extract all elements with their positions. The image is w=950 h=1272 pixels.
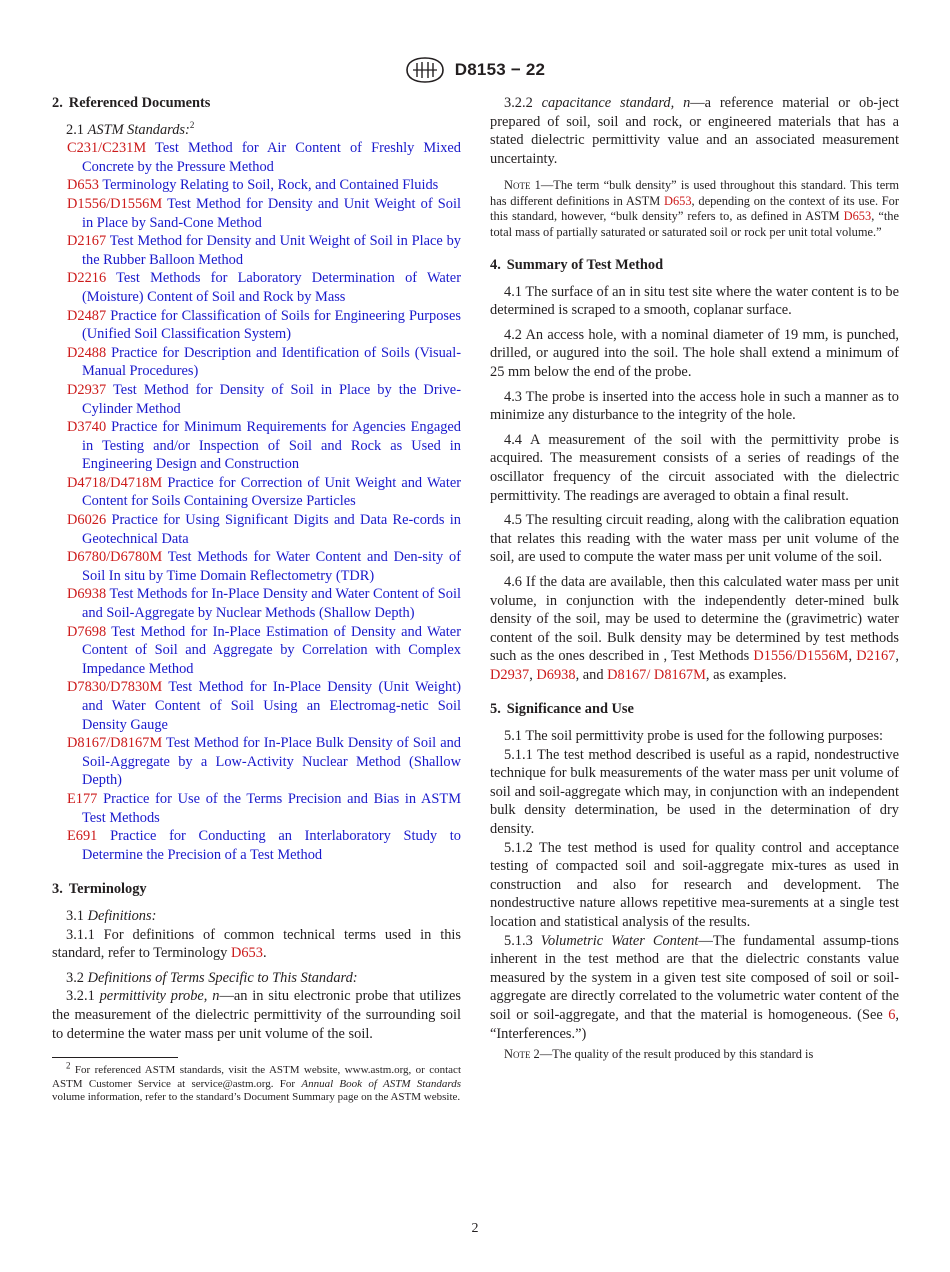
link-d2937[interactable]: D2937	[490, 666, 530, 683]
reference-item[interactable]	[52, 734, 461, 790]
reference-item[interactable]	[52, 176, 461, 195]
footnote-divider	[52, 1057, 178, 1058]
link-d653[interactable]: D653	[664, 193, 692, 208]
note-2: Note 2—The quality of the result produced by this standard is	[504, 1047, 814, 1062]
reference-title[interactable]: Practice for Description and Identification of Soils (Visual-Manual Procedures)	[82, 344, 461, 380]
reference-code[interactable]: E177	[67, 790, 98, 807]
reference-code[interactable]: D2216	[67, 270, 107, 287]
section-3-1: 3.1 Definitions:	[66, 907, 157, 924]
section-3-1-1: 3.1.1 For definitions of common technical terms used in this standard, refer to Terminology D653.	[52, 926, 461, 962]
section-4-1: 4.1 The surface of an in situ test site where the water content is to be determined is scraped to a smooth, coplanar surface.	[490, 283, 899, 319]
reference-code[interactable]: C231/C231M	[67, 140, 147, 157]
reference-item[interactable]	[52, 827, 461, 864]
reference-title[interactable]: Test Method for Density and Unit Weight of Soil in Place by Sand-Cone Method	[82, 195, 462, 231]
reference-title[interactable]: Practice for Use of the Terms Precision and Bias in ASTM Test Methods	[82, 790, 461, 826]
reference-item[interactable]	[52, 790, 461, 827]
section-4-3: 4.3 The probe is inserted into the access hole in such a manner as to minimize any disturbance to the integrity of the hole.	[490, 388, 899, 424]
reference-title[interactable]: Test Method for In-Place Estimation of Density and Water Content of Soil and Aggregate by Correlation with Complex Impedance Method	[82, 623, 461, 677]
reference-code[interactable]: D7830/D7830M	[67, 679, 163, 696]
reference-item[interactable]	[52, 678, 461, 734]
section-4-6: 4.6 If the data are available, then this calculated water mass per unit volume, in conjunction with the independently deter-mined bulk density of the soil, may be used to determine the (gravimetric) water content of the soil. Bulk density may be determined by test methods such as the ones described in , Test Methods D1556/D1556M, D2167, D2937, D6938, and D8167/ D8167M, as examples.	[490, 573, 899, 683]
section-3-2: 3.2 Definitions of Terms Specific to This Standard:	[66, 969, 358, 986]
note-1: Note 1—The term “bulk density” is used throughout this standard. This term has different definitions in ASTM D653, depending on the context of its use. For this standard, however, “bulk density” refers to, as defined in ASTM D653, “the total mass of partially saturated or saturated soil or rock per unit total volume.”	[490, 178, 899, 239]
page-number: 2	[471, 1221, 479, 1236]
section-3-2-1: 3.2.1 permittivity probe, n—an in situ electronic probe that utilizes the measurement of the dielectric permittivity of the surrounding soil to determine the water mass per unit volume of the soil.	[52, 988, 461, 1042]
reference-title[interactable]: Test Methods for Laboratory Determination of Water (Moisture) Content of Soil and Rock by Mass	[82, 270, 461, 305]
link-d653[interactable]: D653	[230, 945, 263, 962]
section-5-1: 5.1 The soil permittivity probe is used for the following purposes:	[504, 728, 884, 745]
reference-title[interactable]: Test Method for In-Place Density (Unit Weight) and Water Content of Soil Using an Electromag-netic Soil Density Gauge	[82, 679, 461, 733]
document-id: D8153 − 22	[454, 60, 546, 79]
section-5-1-2: 5.1.2 The test method is used for quality control and acceptance testing of compacted soil and soil-aggregate mix-tures as used in construction and also for research and development. The nondestructive nature allows repetitive mea-surements at a single test location and statistical analysis of the results.	[490, 839, 899, 930]
reference-item[interactable]	[52, 232, 461, 269]
footnote-2: $^2$ For referenced ASTM standards, visit the ASTM website, www.astm.org, or contact ASTM Customer Service at service@astm.org. For Annual Book of ASTM Standards volume information, refer to the standard’s Document Summary page on the ASTM website.	[52, 1060, 461, 1104]
reference-title[interactable]: Test Method for In-Place Bulk Density of Soil and Soil-Aggregate by a Low-Activity Nuclear Method (Shallow Depth)	[82, 735, 461, 789]
reference-item[interactable]	[52, 307, 461, 344]
reference-code[interactable]: D3740	[67, 419, 107, 436]
reference-title[interactable]: Practice for Classification of Soils for Engineering Purposes (Unified Soil Classification System)	[82, 307, 461, 343]
reference-code[interactable]: D2487	[67, 307, 107, 324]
link-d8167[interactable]: D8167/ D8167M	[607, 666, 706, 683]
section-5-1-3: 5.1.3 Volumetric Water Content—The fundamental assump-tions inherent in the test method are that the dielectric constants value measured by the system in a given test site composed of soil or soil-aggregate are directly correlated to the volumetric water content of the soil or soil-aggregate, and that the material is homogeneous. (See 6, “Interferences.”)	[490, 932, 899, 1042]
reference-item[interactable]	[52, 511, 461, 548]
reference-item[interactable]	[52, 344, 461, 381]
link-section-6[interactable]: 6	[888, 1006, 896, 1023]
left-column	[52, 94, 461, 1105]
reference-code[interactable]: D8167/D8167M	[67, 735, 163, 752]
reference-title[interactable]: Test Methods for Water Content and Den-sity of Soil In situ by Time Domain Reflectometry (TDR)	[82, 549, 461, 584]
reference-code[interactable]: D6026	[67, 512, 107, 529]
reference-item[interactable]	[52, 474, 461, 511]
reference-code[interactable]: D6780/D6780M	[67, 549, 163, 566]
section-4-4: 4.4 A measurement of the soil with the permittivity probe is acquired. The measurement consists of a series of readings of the oscillator frequency of the circuit associated with the dielectric permittivity. The readings are averaged to obtain a final result.	[490, 431, 899, 504]
reference-code[interactable]: E691	[67, 828, 98, 845]
section-5-heading: 5. Significance and Use	[490, 701, 634, 718]
section-4-5: 4.5 The resulting circuit reading, along with the calibration equation that relates this reading with the water mass per unit volume of the soil, are used to compute the water mass per unit volume of the soil.	[490, 512, 899, 566]
referenced-documents-list	[52, 139, 461, 864]
reference-title[interactable]: Practice for Using Significant Digits and Data Re-cords in Geotechnical Data	[82, 512, 461, 547]
reference-code[interactable]: D6938	[67, 586, 107, 603]
link-d2167[interactable]: D2167	[856, 648, 896, 665]
section-2-1: 2.1 ASTM Standards:$^2$	[66, 119, 195, 138]
reference-title[interactable]: Practice for Minimum Requirements for Agencies Engaged in Testing and/or Inspection of Soil and Rock as Used in Engineering Design and Construction	[82, 419, 461, 473]
reference-code[interactable]: D2488	[67, 344, 107, 361]
reference-item[interactable]	[52, 139, 461, 176]
link-d1556[interactable]: D1556/D1556M	[753, 648, 849, 665]
reference-title[interactable]: Terminology Relating to Soil, Rock, and Contained Fluids	[102, 177, 439, 194]
page-header	[0, 56, 950, 86]
reference-item[interactable]	[52, 381, 461, 418]
section-2-heading: 2. Referenced Documents	[52, 95, 211, 111]
section-5-1-1: 5.1.1 The test method described is useful as a rapid, nondestructive technique for bulk measurements of the water mass per unit volume of soil and soil-aggregate which may, in conjunction with an independent bulk density determination, be used in the determination of dry density.	[490, 746, 899, 838]
reference-code[interactable]: D2167	[67, 233, 107, 250]
reference-item[interactable]	[52, 418, 461, 474]
right-column	[490, 94, 899, 1063]
section-4-2: 4.2 An access hole, with a nominal diameter of 19 mm, is punched, drilled, or augured into the soil. The hole shall extend a minimum of 25 mm below the end of the probe.	[490, 326, 899, 380]
reference-title[interactable]: Test Method for Density and Unit Weight of Soil in Place by the Rubber Balloon Method	[82, 233, 461, 268]
reference-code[interactable]: D1556/D1556M	[67, 195, 163, 212]
reference-item[interactable]	[52, 623, 461, 679]
reference-code[interactable]: D653	[67, 177, 99, 194]
reference-code[interactable]: D2937	[67, 381, 107, 398]
reference-title[interactable]: Practice for Conducting an Interlaboratory Study to Determine the Precision of a Test Method	[82, 828, 461, 863]
reference-title[interactable]: Test Method for Air Content of Freshly Mixed Concrete by the Pressure Method	[82, 140, 461, 175]
reference-item[interactable]	[52, 195, 461, 232]
section-3-2-2: 3.2.2 capacitance standard, n—a reference material or ob-ject prepared of soil, soil and rock, or engineered materials that has a stated dielectric permittivity value and an associated measurement uncertainty.	[490, 95, 899, 167]
reference-item[interactable]	[52, 548, 461, 585]
link-d653[interactable]: D653	[843, 209, 872, 224]
link-d6938[interactable]: D6938	[536, 666, 576, 683]
reference-title[interactable]: Test Methods for In-Place Density and Water Content of Soil and Soil-Aggregate by Nuclear Methods (Shallow Depth)	[82, 586, 461, 622]
reference-code[interactable]: D7698	[67, 623, 107, 640]
reference-title[interactable]: Test Method for Density of Soil in Place by the Drive-Cylinder Method	[82, 381, 461, 417]
reference-code[interactable]: D4718/D4718M	[67, 474, 163, 491]
reference-item[interactable]	[52, 585, 461, 622]
astm-logo-icon	[405, 56, 445, 84]
section-3-heading: 3. Terminology	[52, 881, 147, 898]
reference-title[interactable]: Practice for Correction of Unit Weight and Water Content for Soils Containing Oversize Particles	[82, 474, 461, 510]
reference-item[interactable]	[52, 269, 461, 306]
section-4-heading: 4. Summary of Test Method	[490, 257, 664, 273]
